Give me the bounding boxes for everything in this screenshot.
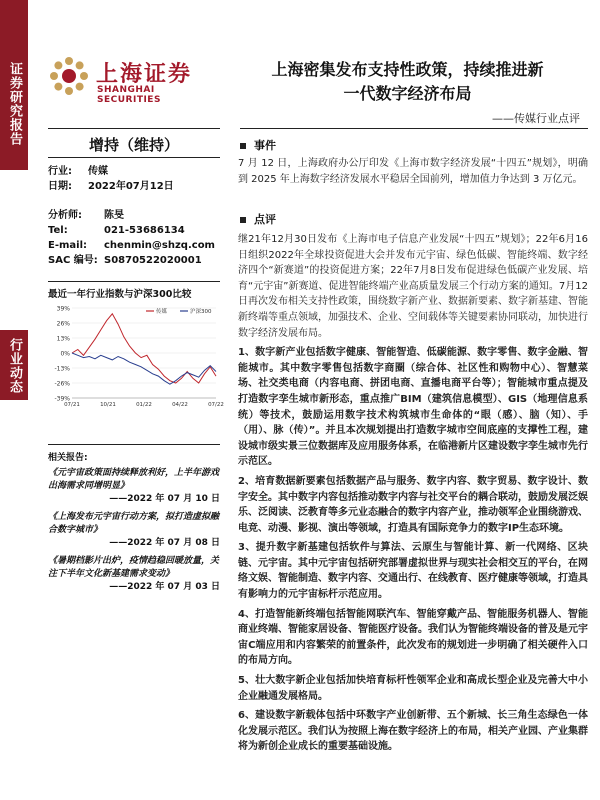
rating-block (48, 130, 220, 155)
meta-row: Tel: 021-53686134 (48, 225, 185, 236)
title-line-1: 上海密集发布支持性政策，持续推进新 (271, 60, 544, 79)
comment-heading: 点评 (240, 211, 276, 227)
chart-title: 最近一年行业指数与沪深300比较 (48, 289, 192, 300)
related-report-date: ——2022 年 07 月 10 日 (109, 494, 220, 504)
series-line-media (72, 314, 216, 383)
event-text: 7 月 12 日，上海政府办公厅印发《上海市数字经济发展“十四五”规划》，明确到 2025 年上海数字经济发展水平稳居全国前列，增加值力争达到 3 万亿元。 (238, 158, 588, 185)
y-tick-label: 39% (56, 305, 70, 313)
comment-point: 6、建设数字新载体包括中环数字产业创新带、五个新城、长三角生态绿色一体化发展示范区。我们认为按照上海在数字经济上的布局，相关产业园、产业集群将为新创企业成长的重要基础设施。 (238, 710, 588, 753)
analyst-meta (48, 208, 215, 268)
legend-label: 传媒 (156, 309, 168, 315)
y-tick-label: -26% (54, 380, 70, 388)
logo-english-name: SHANGHAI SECURITIES (97, 85, 161, 105)
related-heading: 相关报告: (48, 453, 88, 463)
related-reports (48, 452, 220, 599)
x-tick-label: 04/22 (172, 402, 188, 408)
meta-row: 日期: 2022年07月12日 (48, 181, 174, 192)
related-report-date: ——2022 年 07 月 03 日 (109, 582, 220, 592)
meta-row: SAC 编号: S0870522020001 (48, 255, 202, 266)
left-sidebar (0, 0, 28, 800)
comment-point: 1、数字新产业包括数字健康、智能智造、低碳能源、数字零售、数字金融、智能城市。其中数字零售包括数字商圈（综合体、社区性和购物中心）、智慧菜场、社交类电商（内容电商、拼团电商、直播电商平台等）；智能城市重点提及打造数字孪生城市新形态，重点推广BIM（建筑信息模型）、GIS（地理信息系统）等技术，鼓励运用数字技术构筑城市生命体的“眼（感）、脑（知）、手（用）、脉（传）”。并且本次规划提出打造数字城市空间底座的支撑性工程，建设城市级实景三位数据库及应用服务体系，在临港新片区建设数字孪生城市先行示范区。 (238, 347, 588, 468)
chart-divider (48, 281, 220, 282)
left-divider-top (48, 128, 220, 129)
related-report-title[interactable]: 《元宇宙政策面持续释放利好，上半年游戏出海需求同增明显》 (48, 468, 220, 491)
square-bullet-icon (240, 217, 246, 223)
comment-point: 3、提升数字新基建包括软件与算法、云原生与智能计算、新一代网络、区块链、元宇宙。其中元宇宙包括研究部署虚拟世界与现实社会相交互的平台，在网络文娱、智能制造、数字内容、交通出行、在线教育、医疗健康等领域，打造具有影响力的元宇宙标杆示范应用。 (238, 542, 588, 601)
square-bullet-icon (240, 143, 246, 149)
rating-divider (48, 157, 220, 158)
title-line-2: 一代数字经济布局 (343, 84, 472, 103)
sidebar-mid-band (0, 330, 28, 400)
right-divider-top (240, 128, 588, 129)
comment-point: 5、壮大数字新企业包括加快培育标杆性领军企业和高成长型企业及完善大中小企业融通发展格局。 (238, 675, 588, 702)
y-tick-label: 13% (56, 335, 70, 343)
rating-label: 增持（维持） (88, 136, 179, 154)
sidebar-top-band (0, 0, 28, 170)
x-tick-label: 10/21 (100, 402, 116, 408)
meta-row: 分析师: 陈旻 (48, 210, 124, 221)
meta-row: E-mail: chenmin@shzq.com (48, 240, 215, 251)
logo-chinese-name: 上海证券 (96, 62, 193, 87)
company-logo (48, 55, 208, 103)
related-report-date: ——2022 年 07 月 08 日 (109, 538, 220, 548)
x-tick-label: 07/21 (64, 402, 80, 408)
comment-intro: 继21年12月30日发布《上海市电子信息产业发展“十四五”规划》；22年6月16日组织2022年全球投资促进大会并发布元宇宙、绿色低碳、智能终端、数字经济四个“新赛道”的投资促进方案；22年7月8日发布促进绿色低碳产业发展、培育“元宇宙”新赛道、促进智能终端产业高质量发展三个行动方案的通知。7月12日再次发布相关支持性政策，围绕数字新产业、数据新要素、数字新基建、智能新终端等重点领域，加强技术、企业、空间载体等关键要素协同联动，加快进行数字经济发展布局。 (238, 234, 588, 339)
comment-point: 4、打造智能新终端包括智能网联汽车、智能穿戴产品、智能服务机器人、智能商业终端、智能家居设备、智能医疗设备。我们认为智能终端设备的普及是元宇宙C端应用和内容繁荣的前置条件，此次发布的规划进一步明确了相关硬件入口的布局方向。 (238, 608, 588, 667)
event-heading: 事件 (240, 137, 276, 153)
related-report-title[interactable]: 《上海发布元宇宙行动方案，拟打造虚拟融合数字城市》 (48, 512, 220, 535)
y-tick-label: -39% (54, 395, 70, 403)
performance-chart (48, 302, 224, 412)
comment-body (238, 232, 588, 759)
x-tick-label: 01/22 (136, 402, 152, 408)
report-subtitle: ——传媒行业点评 (492, 112, 580, 125)
related-divider (48, 444, 220, 445)
meta-row: 行业: 传媒 (48, 166, 108, 177)
report-type-label: 证券研究报告 (7, 62, 22, 146)
y-tick-label: 26% (56, 320, 70, 328)
industry-meta (48, 164, 174, 194)
legend-label: 沪深300 (190, 309, 212, 315)
y-tick-label: 0% (60, 350, 70, 358)
category-label: 行业动态 (7, 338, 22, 394)
y-tick-label: -13% (54, 365, 70, 373)
comment-point: 2、培育数据新要素包括数据产品与服务、数字内容、数字贸易、数字设计、数字安全。其中数字内容包括推动数字内容与社交平台的耦合联动，鼓励发展泛娱乐、泛阅读、泛教育等多元业态融合的数字内容产业，推动领军企业围绕游戏、电竞、动漫、影视、演出等领域，打造具有国际竞争力的数字IP生态环境。 (238, 475, 588, 534)
related-report-title[interactable]: 《暑期档影片出炉，疫情趋稳回暖放量，关注下半年文化新基建需求变动》 (48, 556, 220, 579)
report-title (230, 58, 585, 106)
x-tick-label: 07/22 (208, 402, 224, 408)
logo-mark-icon (48, 55, 90, 97)
